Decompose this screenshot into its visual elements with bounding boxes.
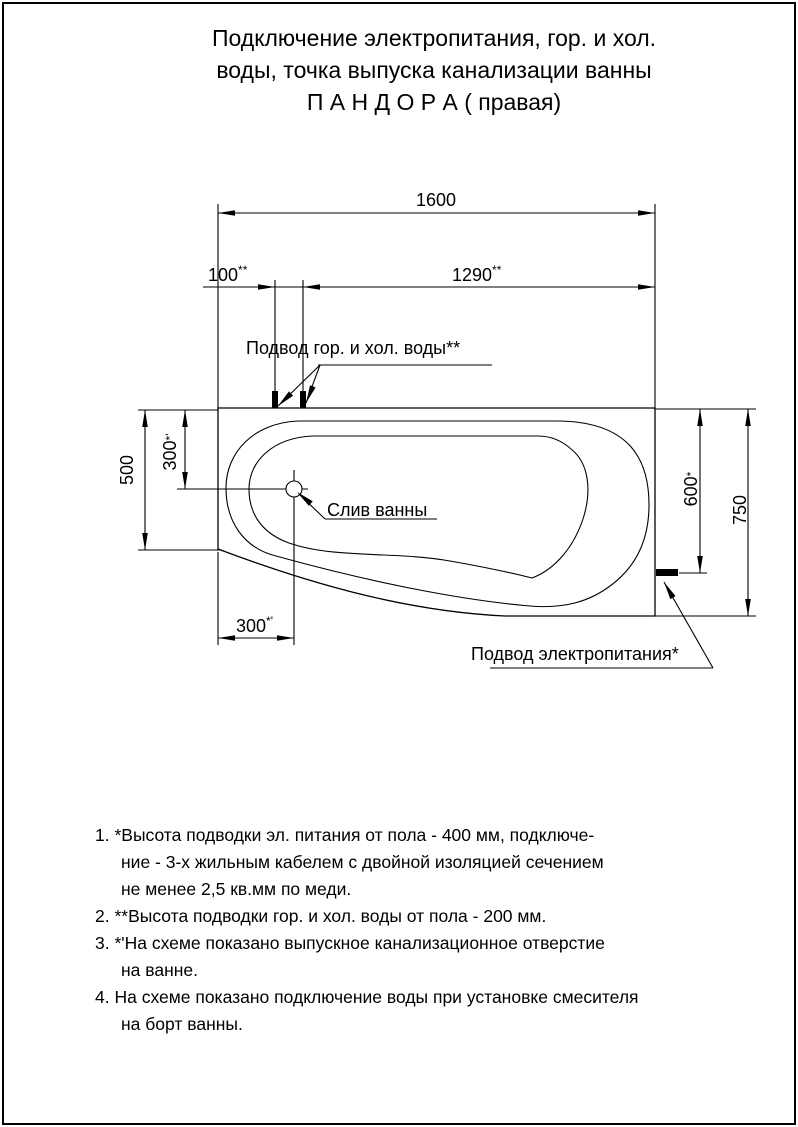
hot-water-point <box>272 391 278 408</box>
title-line-1: Подключение электропитания, гор. и хол. <box>211 25 657 51</box>
dim-water-gap: 100** <box>208 263 248 285</box>
dim-right-depth: 750 <box>730 494 750 526</box>
cold-water-point <box>300 391 306 408</box>
notes-block <box>95 822 735 1038</box>
note-line: 2. **Высота подводки гор. и хол. воды от пола - 200 мм. <box>95 906 547 926</box>
title-line-2: воды, точка выпуска канализации ванны <box>216 57 652 83</box>
note-line: на борт ванны. <box>121 1014 243 1034</box>
note-line: ние - 3-х жильным кабелем с двойной изоляцией сечением <box>121 852 604 872</box>
label-drain: Слив ванны <box>327 500 428 520</box>
note-line: на ванне. <box>121 960 199 980</box>
note-line: 4. На схеме показано подключение воды при установке смесителя <box>95 987 639 1007</box>
dim-drain-from-top: 300 *' <box>160 433 180 471</box>
title-line-3: П А Н Д О Р А ( правая) <box>306 89 562 115</box>
note-line: не менее 2,5 кв.мм по меди. <box>121 879 352 899</box>
note-line: 3. *'На схеме показано выпускное канализационное отверстие <box>95 933 605 953</box>
dim-left-depth: 500 <box>117 454 137 486</box>
note-line: 1. *Высота подводки эл. питания от пола - 400 мм, подключе- <box>95 825 595 845</box>
dim-power-from-top: 600 * <box>681 471 701 507</box>
power-point <box>656 569 678 576</box>
label-power-supply: Подвод электропитания* <box>471 644 679 664</box>
label-water-supply: Подвод гор. и хол. воды** <box>246 338 461 358</box>
dim-drain-from-left: 300*' <box>236 614 274 636</box>
dim-water-span: 1290** <box>452 263 502 285</box>
dim-total-length: 1600 <box>416 190 457 210</box>
